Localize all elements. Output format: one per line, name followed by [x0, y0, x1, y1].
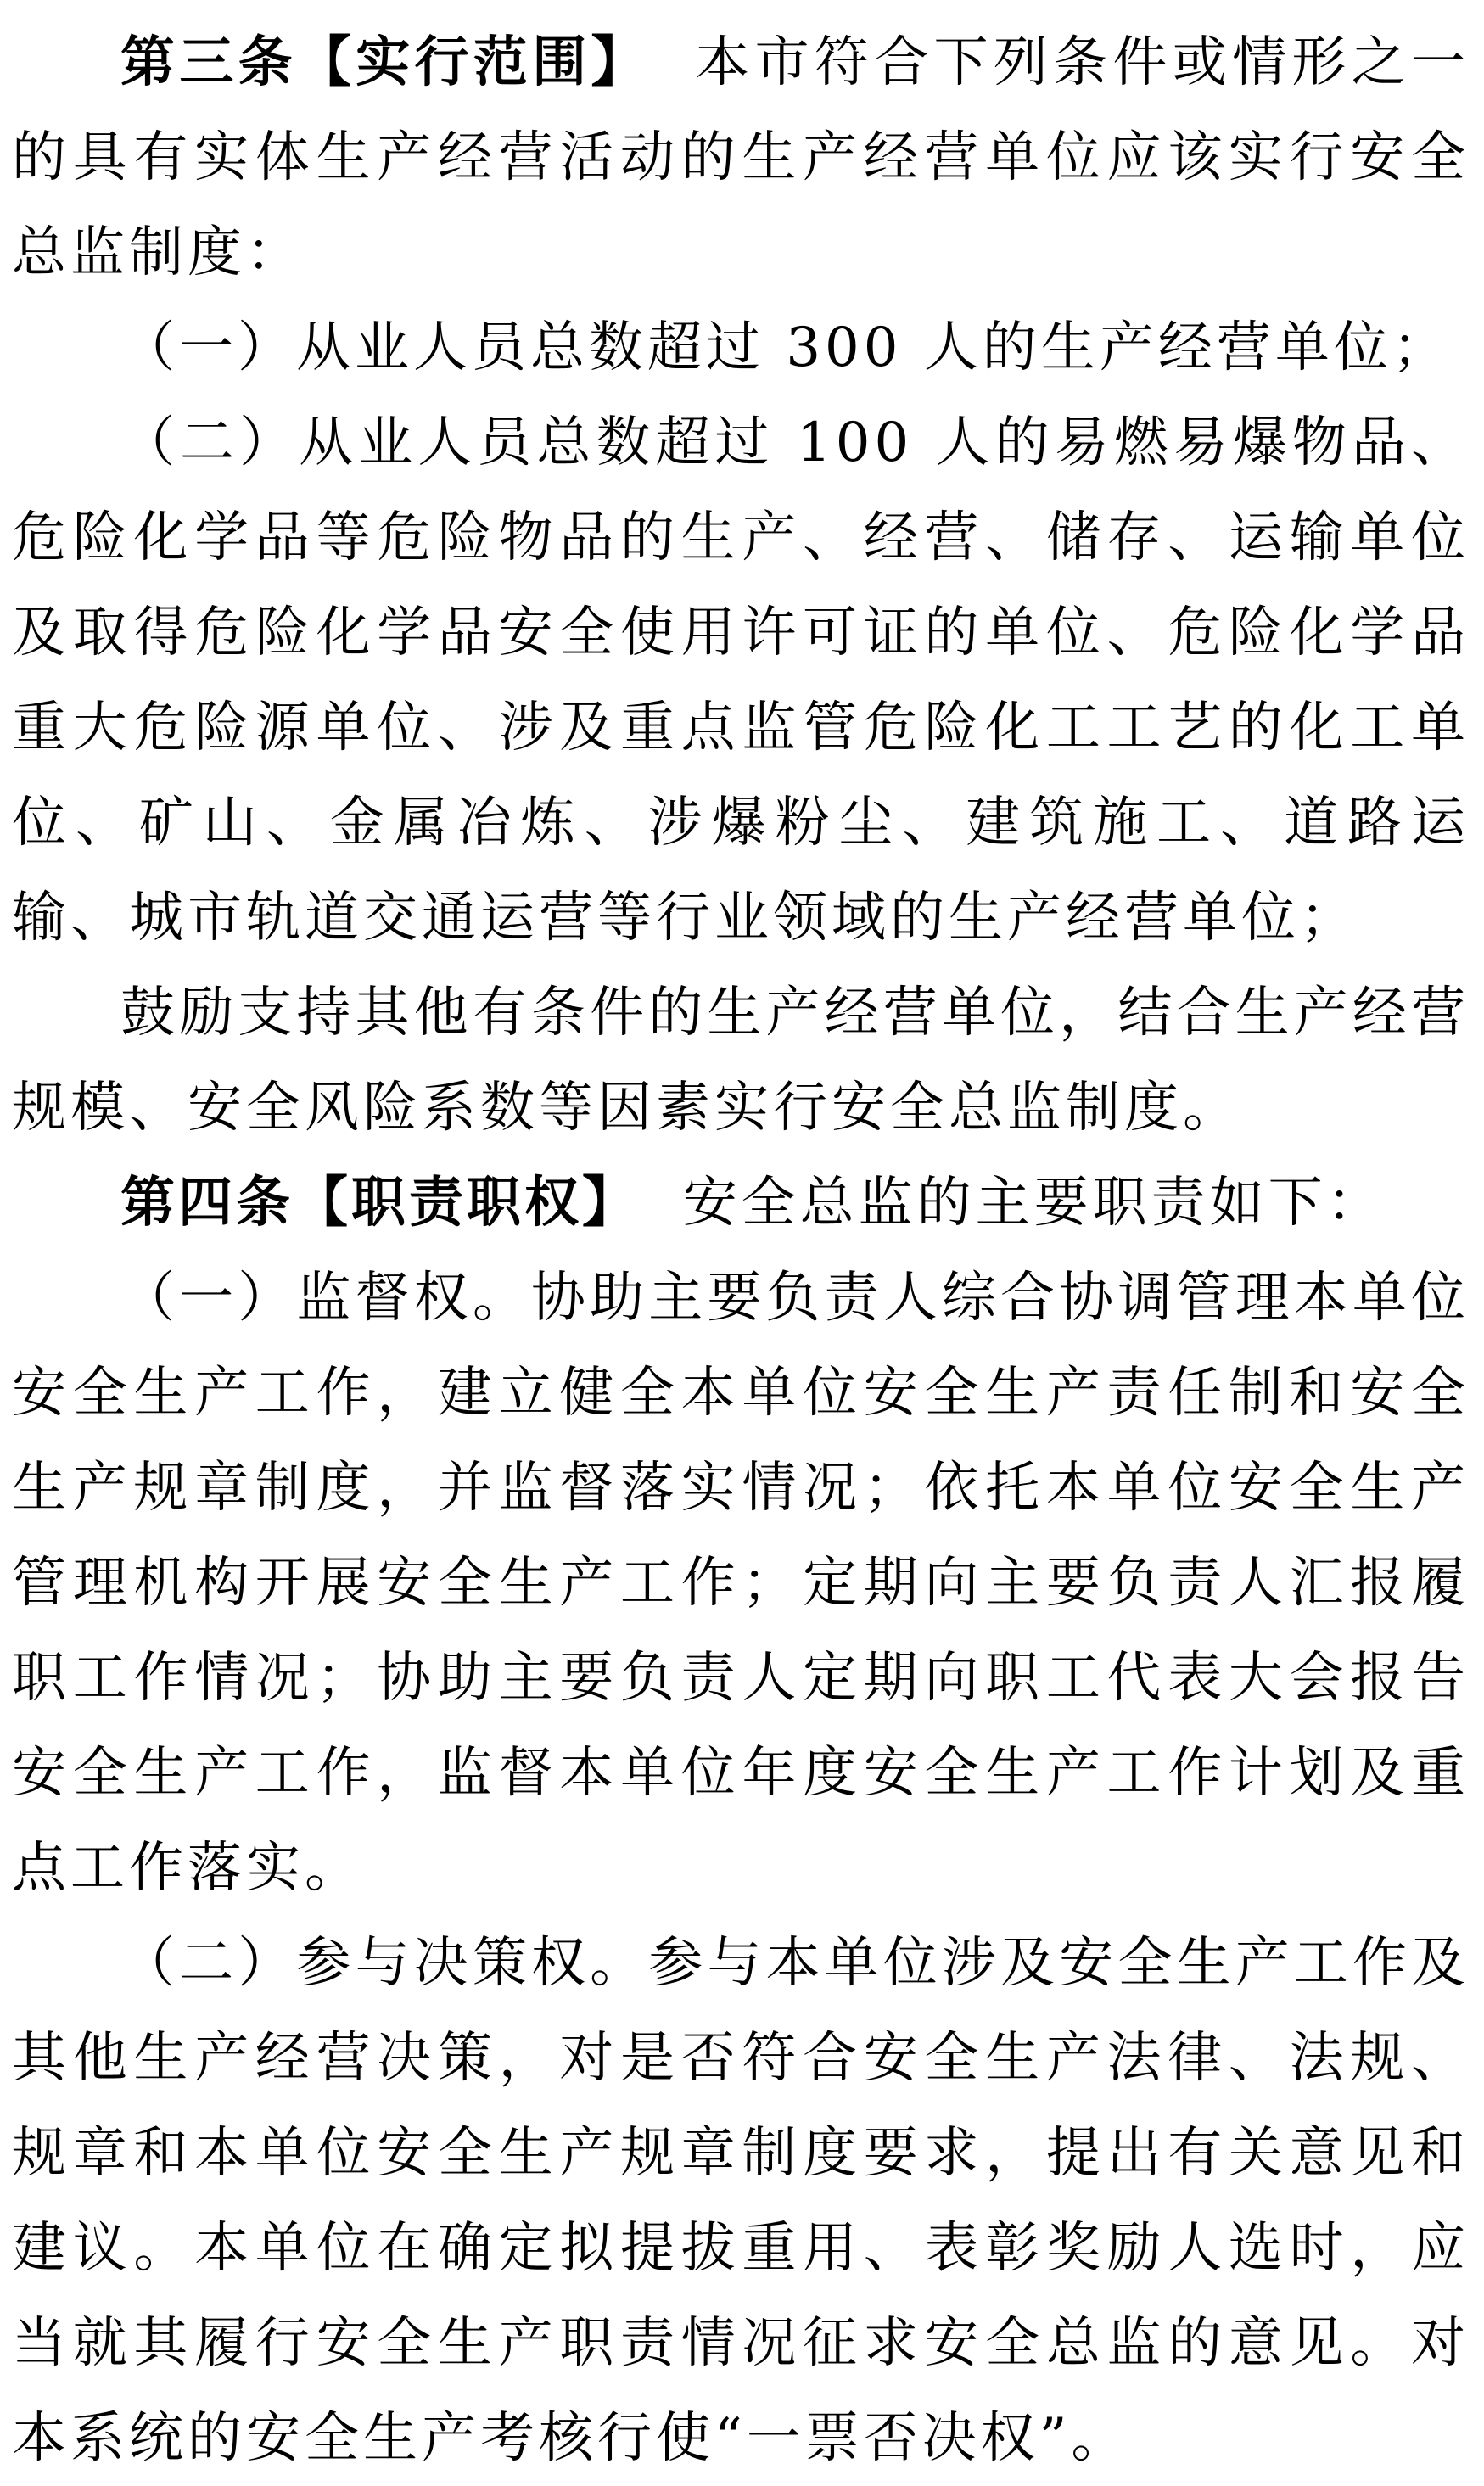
article4-item1: （一）监督权。协助主要负责人综合协调管理本单位安全生产工作，建立健全本单位安全生产责任制和安全生产规章制度，并监督落实情况；依托本单位安全生产管理机构开展安全生产工作；定期向主要负责人汇报履职工作情况；协助主要负责人定期向职工代表大会报告安全生产工作，监督本单位年度安全生产工作计划及重点工作落实。: [12, 1267, 1470, 1900]
article4-heading: 第四条【职责职权】: [120, 1172, 640, 1235]
article4-intro: 安全总监的主要职责如下：: [682, 1172, 1386, 1235]
article4-item2: （二）参与决策权。参与本单位涉及安全生产工作及其他生产经营决策，对是否符合安全生产法律、法规、规章和本单位安全生产规章制度要求，提出有关意见和建议。本单位在确定拟提拔重用、表彰奖励人选时，应当就其履行安全生产职责情况征求安全总监的意见。对本系统的安全生产考核行使“一票否决权”。: [12, 1932, 1470, 2470]
article3-heading: 第三条【实行范围】: [120, 31, 650, 94]
article4-paragraph: [12, 1156, 1470, 1251]
article3-item2: （二）从业人员总数超过 100 人的易燃易爆物品、危险化学品等危险物品的生产、经营、储存、运输单位及取得危险化学品安全使用许可证的单位、危险化学品重大危险源单位、涉及重点监管危险化工工艺的化工单位、矿山、金属冶炼、涉爆粉尘、建筑施工、道路运输、城市轨道交通运营等行业领域的生产经营单位；: [12, 412, 1470, 949]
article3-paragraph: [12, 15, 1470, 300]
article3-item1: （一）从业人员总数超过 300 人的生产经营单位；: [120, 316, 1451, 379]
document-page: [12, 15, 1470, 2486]
article3-intro: 本市符合下列条件或情形之一的具有实体生产经营活动的生产经营单位应该实行安全总监制度：: [12, 31, 1470, 284]
article3-encourage: 鼓励支持其他有条件的生产经营单位，结合生产经营规模、安全风险系数等因素实行安全总监制度。: [12, 982, 1470, 1139]
